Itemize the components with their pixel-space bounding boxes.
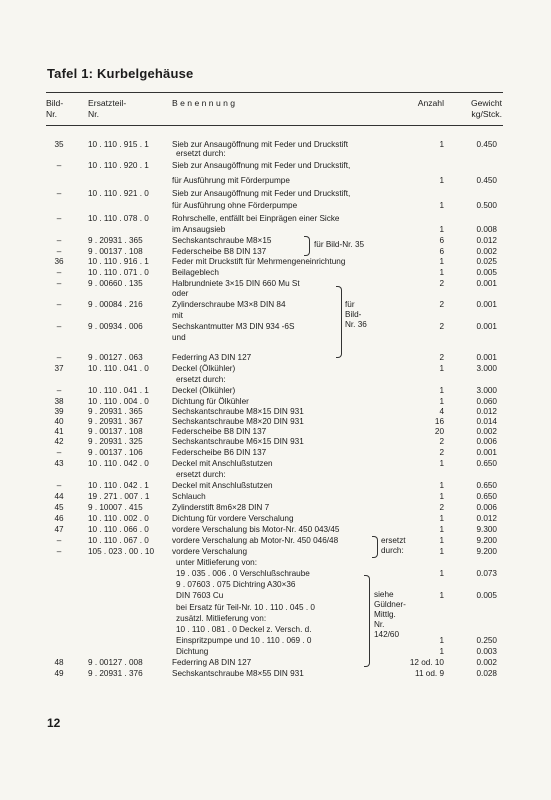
cell-benennung: Beilageblech xyxy=(172,268,219,277)
table-row xyxy=(0,647,551,657)
note-fuer-bild-35: für Bild-Nr. 35 xyxy=(314,240,365,249)
cell-ersatzteil-nr: 10 . 110 . 066 . 0 xyxy=(88,525,149,534)
note-fuer-2: Bild- xyxy=(345,310,362,319)
bracket-ersetzt xyxy=(372,536,378,558)
cell-gewicht: 0.073 xyxy=(476,569,497,578)
cell-bild-nr: – xyxy=(56,322,62,331)
cell-anzahl: 2 xyxy=(439,448,444,457)
table-row xyxy=(0,236,551,246)
cell-bild-nr: 46 xyxy=(54,514,64,523)
cell-benennung: Deckel mit Anschlußstutzen xyxy=(172,459,273,468)
cell-gewicht: 0.005 xyxy=(476,591,497,600)
cell-ersatzteil-nr: 9 . 00660 . 135 xyxy=(88,279,143,288)
bracket-bild-36 xyxy=(336,286,342,358)
note-siehe-3: Mittlg. xyxy=(374,610,396,619)
table-row xyxy=(0,525,551,535)
cell-gewicht: 0.003 xyxy=(476,647,497,656)
cell-gewicht: 9.200 xyxy=(476,547,497,556)
cell-ersatzteil-nr: 9 . 00084 . 216 xyxy=(88,300,143,309)
header-benennung: B e n e n n u n g xyxy=(172,98,236,108)
cell-ersatzteil-nr: 9 . 20931 . 365 xyxy=(88,407,143,416)
cell-gewicht: 0.012 xyxy=(476,407,497,416)
cell-ersatzteil-nr: 9 . 00137 . 106 xyxy=(88,448,143,457)
cell-anzahl: 1 xyxy=(439,647,444,656)
cell-gewicht: 0.012 xyxy=(476,514,497,523)
cell-benennung: Einspritzpumpe und 10 . 110 . 069 . 0 xyxy=(176,636,312,645)
cell-gewicht: 3.000 xyxy=(476,364,497,373)
table-row xyxy=(0,333,551,343)
cell-benennung: DIN 7603 Cu xyxy=(176,591,224,600)
cell-gewicht: 0.028 xyxy=(476,669,497,678)
cell-ersatzteil-nr: 10 . 110 . 078 . 0 xyxy=(88,214,149,223)
table-row xyxy=(0,386,551,396)
cell-benennung: 19 . 035 . 006 . 0 Verschlußschraube xyxy=(176,569,310,578)
cell-ersatzteil-nr: 9 . 20931 . 325 xyxy=(88,437,143,446)
cell-ersatzteil-nr: 9 . 00127 . 063 xyxy=(88,353,143,362)
cell-ersatzteil-nr: 9 . 00934 . 006 xyxy=(88,322,143,331)
table-row xyxy=(0,514,551,524)
header-anzahl: Anzahl xyxy=(417,98,444,108)
note-siehe-2: Güldner- xyxy=(374,600,406,609)
cell-benennung: Zylinderschraube M3×8 DIN 84 xyxy=(172,300,286,309)
cell-anzahl: 2 xyxy=(439,437,444,446)
cell-gewicht: 0.450 xyxy=(476,176,497,185)
cell-bild-nr: 41 xyxy=(54,427,64,436)
cell-benennung: und xyxy=(172,333,186,342)
cell-benennung: Sechskantschraube M8×15 DIN 931 xyxy=(172,407,304,416)
cell-anzahl: 1 xyxy=(439,636,444,645)
table-row xyxy=(0,353,551,363)
cell-bild-nr: – xyxy=(56,547,62,556)
cell-benennung: Sieb zur Ansaugöffnung mit Feder und Druckstift, xyxy=(172,189,351,198)
header-bild-line2: Nr. xyxy=(46,109,57,119)
cell-bild-nr: – xyxy=(56,353,62,362)
table-row xyxy=(0,407,551,417)
table-row xyxy=(0,591,551,601)
cell-benennung: Sechskantschraube M8×20 DIN 931 xyxy=(172,417,304,426)
note-ersetzt-2: durch: xyxy=(381,546,404,555)
table-row xyxy=(0,149,551,159)
cell-benennung: für Ausführung ohne Förderpumpe xyxy=(172,201,298,210)
cell-benennung: Sechskantschraube M8×55 DIN 931 xyxy=(172,669,304,678)
cell-benennung: ersetzt durch: xyxy=(176,470,226,479)
header-gewicht-line1: Gewicht xyxy=(470,98,502,108)
cell-benennung: ersetzt durch: xyxy=(176,375,226,384)
page-number: 12 xyxy=(47,716,61,730)
cell-benennung: Feder mit Druckstift für Mehrmengeneinrichtung xyxy=(172,257,346,266)
cell-bild-nr: 48 xyxy=(54,658,64,667)
cell-gewicht: 0.006 xyxy=(476,437,497,446)
table-row xyxy=(0,492,551,502)
table-row xyxy=(0,247,551,257)
cell-bild-nr: 42 xyxy=(54,437,64,446)
table-row xyxy=(0,161,551,171)
cell-benennung: Federscheibe B6 DIN 137 xyxy=(172,448,267,457)
cell-bild-nr: – xyxy=(56,161,62,170)
cell-anzahl: 6 xyxy=(439,247,444,256)
cell-benennung: Dichtung für vordere Verschalung xyxy=(172,514,294,523)
header-bottom-rule xyxy=(46,125,503,126)
cell-ersatzteil-nr: 10 . 110 . 002 . 0 xyxy=(88,514,149,523)
cell-benennung: zusätzl. Mitlieferung von: xyxy=(176,614,267,623)
cell-benennung: Sechskantmutter M3 DIN 934 -6S xyxy=(172,322,295,331)
cell-bild-nr: – xyxy=(56,214,62,223)
header-ersatzteil-line1: Ersatzteil- xyxy=(88,98,127,108)
table-row xyxy=(0,658,551,668)
cell-bild-nr: 43 xyxy=(54,459,64,468)
bracket-bild-35 xyxy=(304,236,310,256)
cell-ersatzteil-nr: 9 . 20931 . 365 xyxy=(88,236,143,245)
cell-anzahl: 6 xyxy=(439,236,444,245)
table-row xyxy=(0,580,551,590)
cell-anzahl: 1 xyxy=(439,364,444,373)
cell-bild-nr: 35 xyxy=(54,140,64,149)
cell-benennung: Schlauch xyxy=(172,492,206,501)
cell-anzahl: 2 xyxy=(439,353,444,362)
header-ersatzteil xyxy=(88,98,126,120)
table-row xyxy=(0,569,551,579)
table-row xyxy=(0,268,551,278)
note-siehe-5: 142/60 xyxy=(374,630,400,639)
table-row xyxy=(0,300,551,310)
cell-benennung: Sieb zur Ansaugöffnung mit Feder und Druckstift, xyxy=(172,161,351,170)
cell-ersatzteil-nr: 10 . 110 . 041 . 0 xyxy=(88,364,149,373)
cell-anzahl: 16 xyxy=(434,417,444,426)
cell-gewicht: 0.650 xyxy=(476,492,497,501)
cell-benennung: Deckel mit Anschlußstutzen xyxy=(172,481,273,490)
cell-gewicht: 0.650 xyxy=(476,481,497,490)
cell-anzahl: 1 xyxy=(439,547,444,556)
table-row xyxy=(0,397,551,407)
cell-anzahl: 1 xyxy=(439,268,444,277)
cell-bild-nr: – xyxy=(56,279,62,288)
cell-benennung: im Ansaugsieb xyxy=(172,225,226,234)
cell-ersatzteil-nr: 10 . 110 . 915 . 1 xyxy=(88,140,149,149)
cell-gewicht: 0.002 xyxy=(476,247,497,256)
table-row xyxy=(0,669,551,679)
cell-anzahl: 1 xyxy=(439,176,444,185)
table-row xyxy=(0,625,551,635)
cell-ersatzteil-nr: 9 . 20931 . 376 xyxy=(88,669,143,678)
cell-anzahl: 1 xyxy=(439,591,444,600)
cell-anzahl: 1 xyxy=(439,536,444,545)
table-row xyxy=(0,481,551,491)
cell-bild-nr: – xyxy=(56,386,62,395)
cell-ersatzteil-nr: 10 . 110 . 916 . 1 xyxy=(88,257,149,266)
cell-gewicht: 0.002 xyxy=(476,658,497,667)
cell-anzahl: 1 xyxy=(439,225,444,234)
cell-anzahl: 11 od. 9 xyxy=(415,669,444,678)
table-row xyxy=(0,257,551,267)
header-bild-line1: Bild- xyxy=(46,98,64,108)
table-row xyxy=(0,364,551,374)
table-row xyxy=(0,603,551,613)
cell-ersatzteil-nr: 9 . 00137 . 108 xyxy=(88,247,143,256)
cell-ersatzteil-nr: 9 . 00137 . 108 xyxy=(88,427,143,436)
table-row xyxy=(0,289,551,299)
table-row xyxy=(0,225,551,235)
cell-benennung: Sechskantschraube M6×15 DIN 931 xyxy=(172,437,304,446)
cell-bild-nr: – xyxy=(56,189,62,198)
cell-gewicht: 9.300 xyxy=(476,525,497,534)
cell-gewicht: 0.060 xyxy=(476,397,497,406)
table-row xyxy=(0,536,551,546)
cell-anzahl: 1 xyxy=(439,201,444,210)
cell-anzahl: 1 xyxy=(439,492,444,501)
cell-ersatzteil-nr: 10 . 110 . 920 . 1 xyxy=(88,161,149,170)
cell-anzahl: 2 xyxy=(439,322,444,331)
cell-anzahl: 2 xyxy=(439,279,444,288)
cell-gewicht: 0.250 xyxy=(476,636,497,645)
cell-gewicht: 0.005 xyxy=(476,268,497,277)
table-row xyxy=(0,459,551,469)
table-row xyxy=(0,503,551,513)
cell-anzahl: 1 xyxy=(439,481,444,490)
table-row xyxy=(0,448,551,458)
cell-bild-nr: – xyxy=(56,247,62,256)
cell-benennung: vordere Verschalung bis Motor-Nr. 450 043/45 xyxy=(172,525,340,534)
cell-gewicht: 0.001 xyxy=(476,279,497,288)
cell-anzahl: 1 xyxy=(439,525,444,534)
cell-ersatzteil-nr: 19 . 271 . 007 . 1 xyxy=(88,492,150,501)
bracket-siehe xyxy=(364,575,370,667)
table-row xyxy=(0,427,551,437)
cell-bild-nr: 40 xyxy=(54,417,64,426)
cell-ersatzteil-nr: 9 . 00127 . 008 xyxy=(88,658,143,667)
cell-anzahl: 1 xyxy=(439,569,444,578)
cell-bild-nr: 44 xyxy=(54,492,64,501)
note-fuer-1: für xyxy=(345,300,355,309)
cell-gewicht: 3.000 xyxy=(476,386,497,395)
cell-benennung: Halbrundniete 3×15 DIN 660 Mu St xyxy=(172,279,300,288)
cell-benennung: Federscheibe B8 DIN 137 xyxy=(172,247,267,256)
cell-gewicht: 0.008 xyxy=(476,225,497,234)
cell-gewicht: 0.001 xyxy=(476,448,497,457)
page-title: Tafel 1: Kurbelgehäuse xyxy=(47,66,194,81)
cell-gewicht: 0.650 xyxy=(476,459,497,468)
cell-gewicht: 0.006 xyxy=(476,503,497,512)
header-bild xyxy=(46,98,63,120)
cell-anzahl: 2 xyxy=(439,300,444,309)
cell-benennung: Sechskantschraube M8×15 xyxy=(172,236,272,245)
cell-anzahl: 1 xyxy=(439,459,444,468)
cell-benennung: Dichtung für Ölkühler xyxy=(172,397,249,406)
header-top-rule xyxy=(46,92,503,93)
cell-bild-nr: 45 xyxy=(54,503,64,512)
table-row xyxy=(0,311,551,321)
table-row xyxy=(0,470,551,480)
cell-bild-nr: – xyxy=(56,481,62,490)
cell-anzahl: 1 xyxy=(439,397,444,406)
cell-bild-nr: 37 xyxy=(54,364,64,373)
cell-benennung: Federring A8 DIN 127 xyxy=(172,658,252,667)
cell-anzahl: 1 xyxy=(439,386,444,395)
cell-benennung: Dichtung xyxy=(176,647,209,656)
cell-gewicht: 0.001 xyxy=(476,353,497,362)
note-ersetzt-1: ersetzt xyxy=(381,536,406,545)
header-gewicht-line2: kg/Stck. xyxy=(471,109,502,119)
cell-gewicht: 0.001 xyxy=(476,322,497,331)
cell-bild-nr: 39 xyxy=(54,407,64,416)
table-row xyxy=(0,322,551,332)
cell-benennung: Federscheibe B8 DIN 137 xyxy=(172,427,267,436)
cell-ersatzteil-nr: 10 . 110 . 042 . 1 xyxy=(88,481,149,490)
cell-benennung: unter Mitlieferung von: xyxy=(176,558,258,567)
cell-bild-nr: – xyxy=(56,268,62,277)
cell-bild-nr: – xyxy=(56,536,62,545)
cell-bild-nr: – xyxy=(56,300,62,309)
cell-bild-nr: 36 xyxy=(54,257,64,266)
table-row xyxy=(0,437,551,447)
cell-bild-nr: – xyxy=(56,236,62,245)
cell-gewicht: 0.014 xyxy=(476,417,497,426)
cell-benennung: 9 . 07603 . 075 Dichtring A30×36 xyxy=(176,580,296,589)
table-row xyxy=(0,214,551,224)
cell-gewicht: 0.450 xyxy=(476,140,497,149)
cell-anzahl: 1 xyxy=(439,257,444,266)
cell-benennung: vordere Verschalung ab Motor-Nr. 450 046/48 xyxy=(172,536,339,545)
table-row xyxy=(0,279,551,289)
table-row xyxy=(0,176,551,186)
cell-ersatzteil-nr: 10 . 110 . 067 . 0 xyxy=(88,536,149,545)
table-row xyxy=(0,375,551,385)
table-row xyxy=(0,636,551,646)
cell-benennung: Sieb zur Ansaugöffnung mit Feder und Druckstift xyxy=(172,140,348,149)
note-fuer-3: Nr. 36 xyxy=(345,320,367,329)
note-siehe-4: Nr. xyxy=(374,620,385,629)
cell-benennung: Zylinderstift 8m6×28 DIN 7 xyxy=(172,503,270,512)
cell-ersatzteil-nr: 10 . 110 . 071 . 0 xyxy=(88,268,149,277)
cell-benennung: Federring A3 DIN 127 xyxy=(172,353,252,362)
cell-ersatzteil-nr: 105 . 023 . 00 . 10 xyxy=(88,547,155,556)
cell-benennung: bei Ersatz für Teil-Nr. 10 . 110 . 045 . 0 xyxy=(176,603,315,612)
cell-ersatzteil-nr: 10 . 110 . 041 . 1 xyxy=(88,386,149,395)
cell-ersatzteil-nr: 10 . 110 . 042 . 0 xyxy=(88,459,149,468)
cell-gewicht: 0.012 xyxy=(476,236,497,245)
cell-ersatzteil-nr: 10 . 110 . 004 . 0 xyxy=(88,397,149,406)
table-row xyxy=(0,614,551,624)
cell-anzahl: 4 xyxy=(439,407,444,416)
cell-bild-nr: 47 xyxy=(54,525,64,534)
table-row xyxy=(0,201,551,211)
note-siehe-1: siehe xyxy=(374,590,394,599)
table-row xyxy=(0,417,551,427)
cell-anzahl: 20 xyxy=(434,427,444,436)
cell-benennung: oder xyxy=(172,289,189,298)
cell-benennung: ersetzt durch: xyxy=(176,149,226,158)
cell-benennung: vordere Verschalung xyxy=(172,547,248,556)
cell-benennung: für Ausführung mit Förderpumpe xyxy=(172,176,290,185)
cell-ersatzteil-nr: 10 . 110 . 921 . 0 xyxy=(88,189,149,198)
cell-ersatzteil-nr: 9 . 10007 . 415 xyxy=(88,503,143,512)
cell-anzahl: 12 od. 10 xyxy=(409,658,444,667)
cell-bild-nr: – xyxy=(56,448,62,457)
header-ersatzteil-line2: Nr. xyxy=(88,109,99,119)
cell-anzahl: 1 xyxy=(439,140,444,149)
table-row xyxy=(0,547,551,557)
table-row xyxy=(0,558,551,568)
cell-benennung: Rohrschelle, entfällt bei Einprägen einer Sicke xyxy=(172,214,340,223)
cell-benennung: 10 . 110 . 081 . 0 Deckel z. Versch. d. xyxy=(176,625,312,634)
cell-benennung: mit xyxy=(172,311,183,320)
cell-bild-nr: 49 xyxy=(54,669,64,678)
cell-anzahl: 2 xyxy=(439,503,444,512)
cell-gewicht: 0.500 xyxy=(476,201,497,210)
header-gewicht xyxy=(446,98,502,120)
cell-benennung: Deckel (Ölkühler) xyxy=(172,364,236,373)
cell-gewicht: 9.200 xyxy=(476,536,497,545)
cell-gewicht: 0.001 xyxy=(476,300,497,309)
cell-bild-nr: 38 xyxy=(54,397,64,406)
cell-anzahl: 1 xyxy=(439,514,444,523)
cell-ersatzteil-nr: 9 . 20931 . 367 xyxy=(88,417,143,426)
cell-benennung: Deckel (Ölkühler) xyxy=(172,386,236,395)
table-row xyxy=(0,189,551,199)
cell-gewicht: 0.025 xyxy=(476,257,497,266)
cell-gewicht: 0.002 xyxy=(476,427,497,436)
